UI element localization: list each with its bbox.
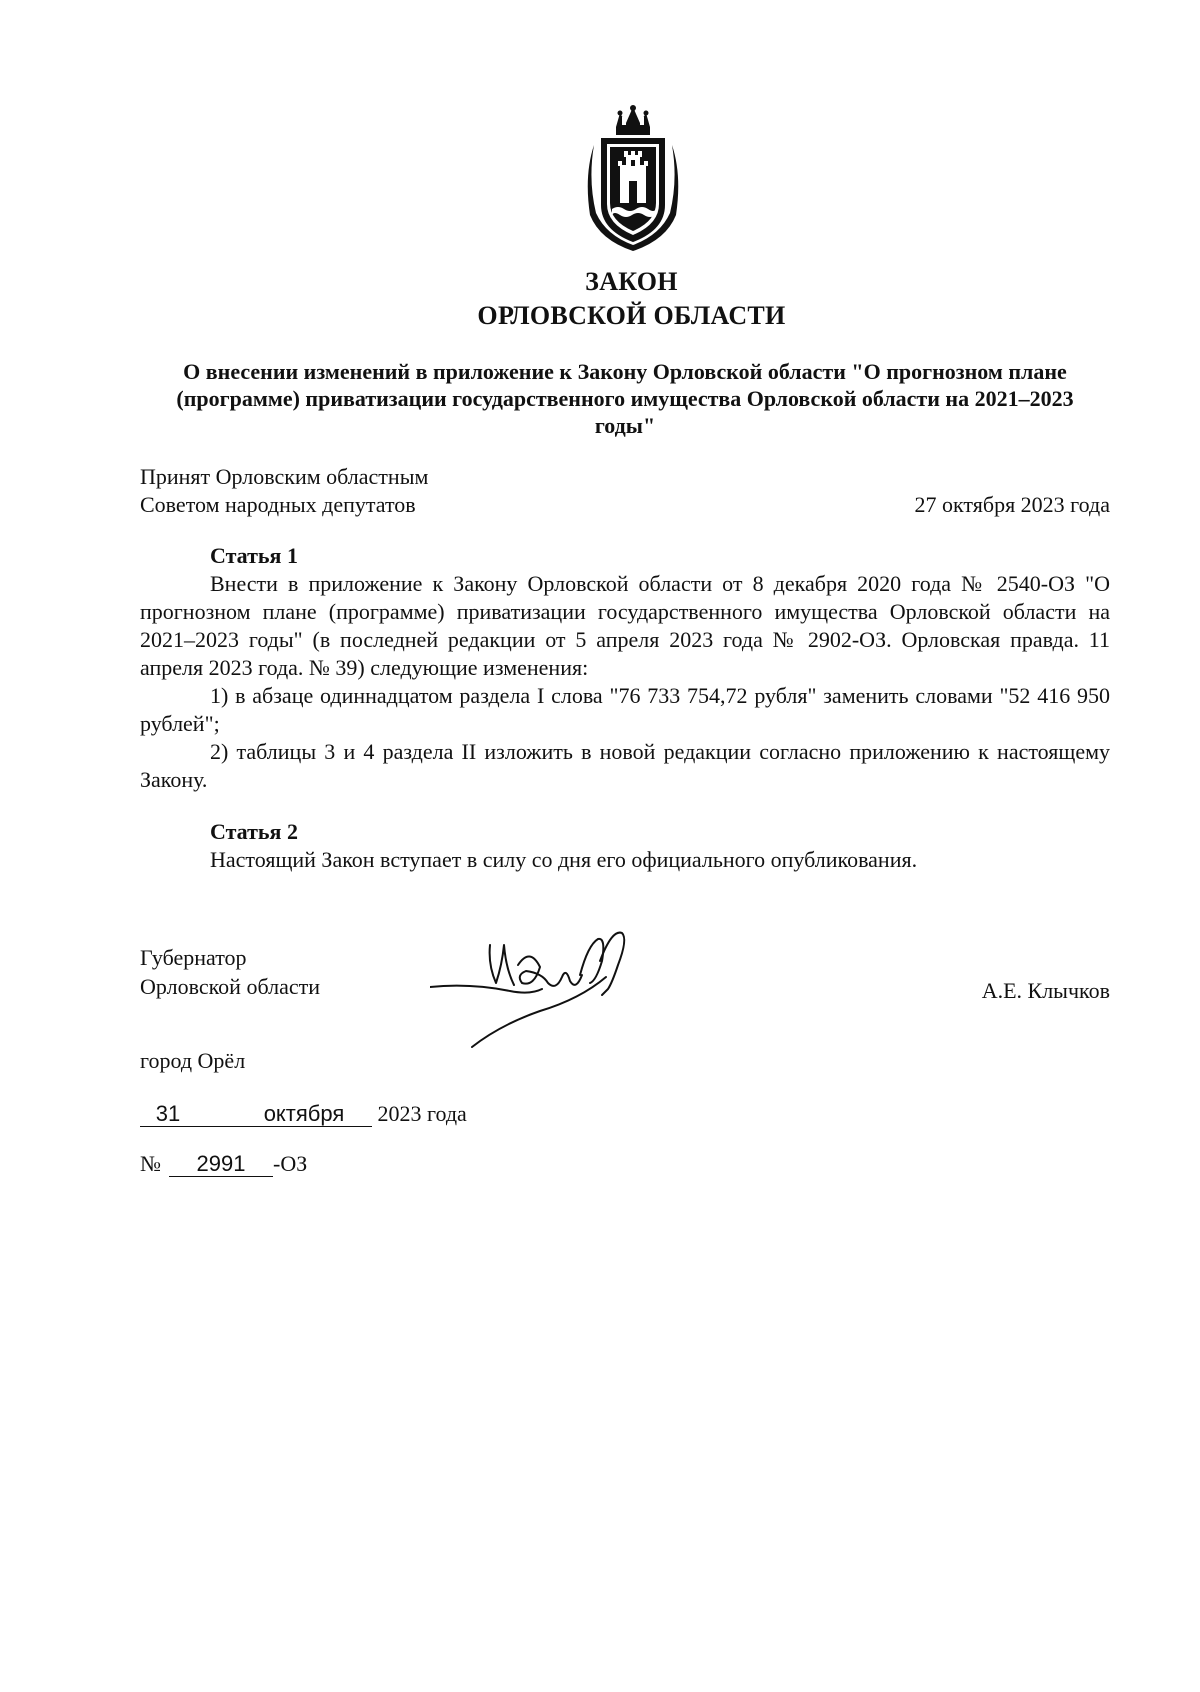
adoption-authority: [140, 463, 428, 519]
adoption-line-2: Советом народных депутатов: [140, 492, 416, 517]
title-line-region: ОРЛОВСКОЙ ОБЛАСТИ: [477, 301, 786, 330]
adoption-date: 27 октября 2023 года: [914, 492, 1110, 517]
law-name: О внесении изменений в приложение к Закону Орловской области "О прогнозном плане (программе) приватизации государственного имущества Орловской области на 2021–2023 годы": [176, 359, 1074, 438]
place-of-signing: город Орёл: [140, 1048, 246, 1073]
adoption-line-1: Принят Орловским областным: [140, 464, 429, 489]
article-1-heading: Статья 1: [210, 543, 298, 568]
law-number-prefix: №: [140, 1151, 161, 1176]
signatory-title: [140, 943, 320, 1001]
date-underline-gap: [196, 1102, 236, 1127]
article-2-text: Настоящий Закон вступает в силу со дня его официального опубликования.: [210, 847, 918, 872]
signing-date: [140, 1100, 467, 1128]
signing-day: 31: [140, 1102, 196, 1127]
handwritten-signature: [430, 925, 650, 1055]
article-2-heading: Статья 2: [210, 819, 298, 844]
article-2: [140, 818, 1110, 874]
article-1: [140, 542, 1110, 794]
coat-of-arms-emblem: [578, 105, 688, 255]
signing-month: октября: [236, 1102, 372, 1127]
article-1-intro: Внести в приложение к Закону Орловской области от 8 декабря 2020 года № 2540-ОЗ "О прогнозном плане (программе) приватизации государственного имущества Орловской области на 2021–2023 годы" (в последней редакции от 5 апреля 2023 года № 2902-ОЗ. Орловская правда. 11 апреля 2023 года. № 39) следующие изменения:: [140, 571, 1110, 680]
signatory-title-line-1: Губернатор: [140, 945, 247, 970]
law-number: [140, 1150, 307, 1178]
law-number-suffix: -ОЗ: [273, 1151, 308, 1176]
signatory-title-line-2: Орловской области: [140, 974, 320, 999]
article-1-item-1: 1) в абзаце одиннадцатом раздела I слова "76 733 754,72 рубля" заменить словами "52 416 950 рублей";: [140, 683, 1110, 736]
signatory-name: А.Е. Клычков: [981, 978, 1110, 1003]
article-1-item-2: 2) таблицы 3 и 4 раздела II изложить в новой редакции согласно приложению к настоящему Закону.: [140, 739, 1110, 792]
document-title: [0, 265, 1200, 333]
law-number-value: 2991: [169, 1152, 273, 1177]
title-line-law: ЗАКОН: [585, 267, 678, 296]
signing-year: 2023 года: [377, 1101, 467, 1126]
